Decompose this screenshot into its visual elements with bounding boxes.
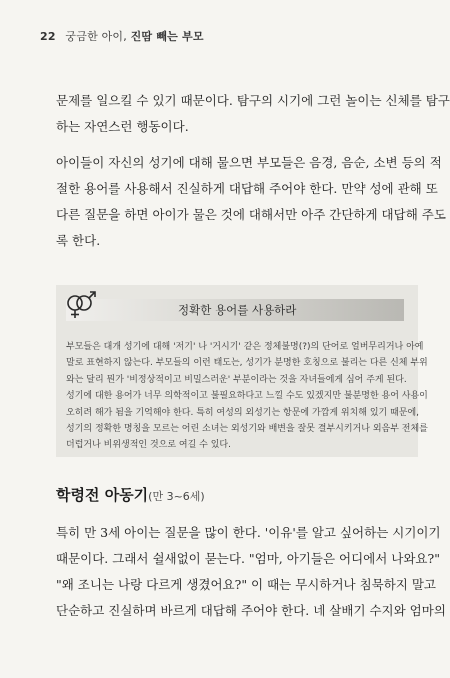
paragraph-line: 록 한다. [56, 233, 101, 248]
paragraph-line: 특히 만 3세 아이는 질문을 많이 한다. '이유'를 알고 싶어하는 시기이기 [56, 525, 441, 540]
paragraph-1 [56, 88, 450, 140]
paragraph-line: 절한 용어를 사용해서 진실하게 대답해 주어야 한다. 만약 성에 관해 또 [56, 181, 438, 196]
paragraph-line: 문제를 일으킬 수 있기 때문이다. 탐구의 시기에 그런 놀이는 신체를 탐구 [56, 93, 450, 108]
section-title-text: 학령전 아동기 [56, 486, 149, 504]
paragraph-line: 다른 질문을 하면 아이가 물은 것에 대해서만 아주 간단하게 대답해 주도 [56, 207, 446, 222]
paragraph-line: "왜 조니는 나랑 다르게 생겼어요?" 이 때는 무시하거나 침묵하지 말고 [56, 577, 436, 592]
tip-box [56, 285, 428, 457]
paragraph-line: 단순하고 진실하며 바르게 대답해 주어야 한다. 네 살배기 수지와 엄마의 [56, 603, 446, 618]
section-heading [56, 484, 205, 505]
book-title [65, 30, 203, 43]
paragraph-2 [56, 150, 446, 254]
tip-box-title: 정확한 용어를 사용하라 [178, 303, 297, 317]
tip-box-title-bar [66, 299, 404, 321]
running-header [40, 28, 204, 44]
paragraph-3 [56, 520, 446, 624]
paragraph-line: 때문이다. 그래서 쉴새없이 묻는다. "엄마, 아기들은 어디에서 나와요?" [56, 551, 440, 566]
page-number: 22 [40, 30, 56, 43]
book-title-bold: 진땀 빼는 부모 [130, 30, 204, 43]
paragraph-line: 하는 자연스런 행동이다. [56, 119, 189, 134]
tip-box-line: 성기의 정확한 명칭을 모르는 어린 소녀는 외성기와 배변을 잘못 결부시키거나 외음부 전체를 [66, 423, 428, 434]
tip-box-line: 부모들은 대개 성기에 대해 '저기' 나 '거시기' 같은 정체불명(?)의 단어로 얼버무리거나 아예 [66, 342, 424, 352]
paragraph-line: 아이들이 자신의 성기에 대해 물으면 부모들은 음경, 음순, 소변 등의 적 [56, 155, 442, 170]
tip-box-body [66, 339, 428, 454]
tip-box-line: 성기에 대한 용어가 너무 의학적이고 불필요하다고 느낄 수도 있겠지만 불분명한 용어 사용이 [66, 391, 428, 402]
tip-box-line: 와는 달리 뭔가 '비정상적이고 비밀스러운' 부분이라는 것을 자녀들에게 심어 주게 된다. [66, 374, 407, 385]
section-age-range: (만 3~6세) [148, 490, 205, 503]
gender-symbols-icon [62, 285, 98, 321]
book-title-prefix: 궁금한 아이, [65, 30, 127, 43]
tip-box-line: 오히려 해가 됨을 기억해야 한다. 특히 여성의 외성기는 항문에 가깝게 위치해 있기 때문에, [66, 407, 420, 418]
tip-box-line: 말로 표현하지 않는다. 부모들의 이런 태도는, 성기가 분명한 호칭으로 불리는 다른 신체 부위 [66, 358, 428, 369]
tip-box-line: 더럽거나 비위생적인 것으로 여길 수 있다. [66, 440, 231, 451]
